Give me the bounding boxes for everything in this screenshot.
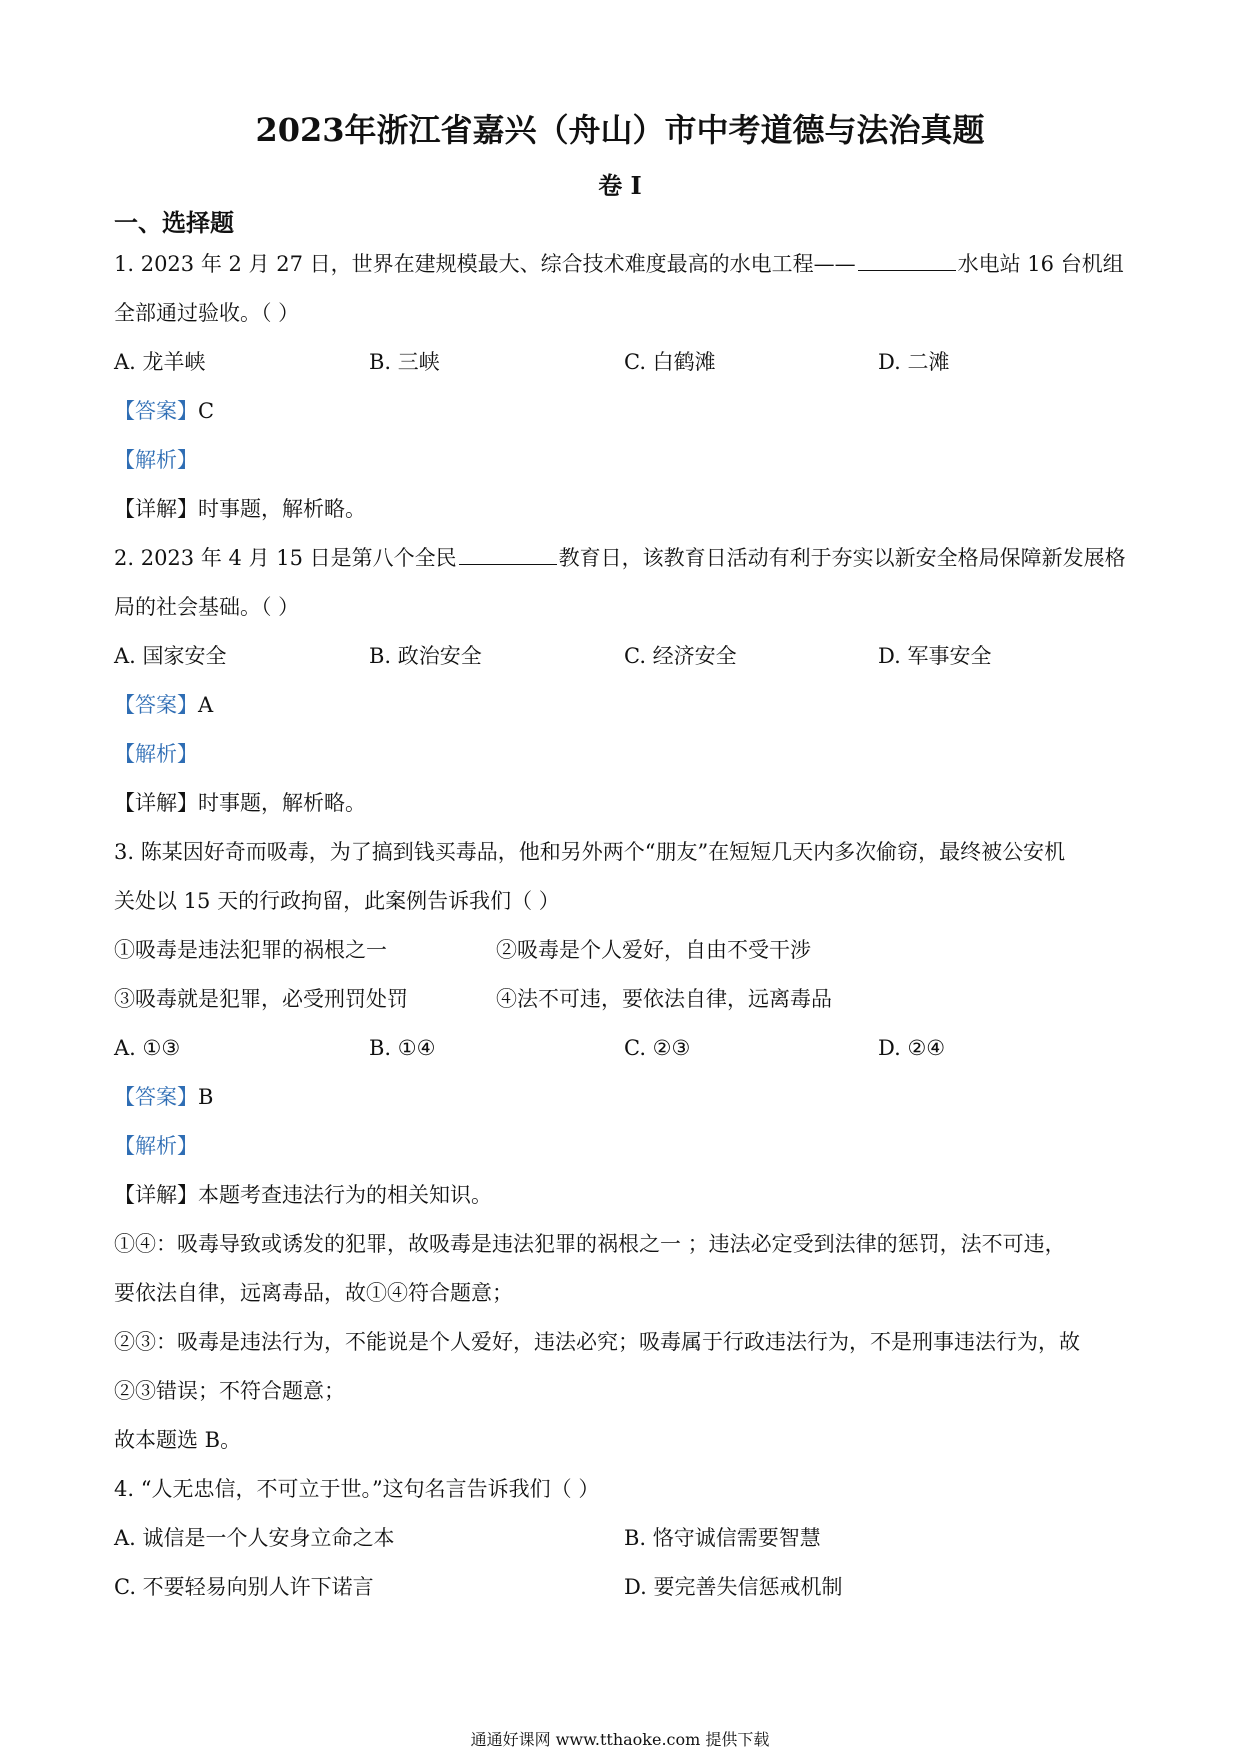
q1-analysis: 【解析】 [114,448,198,472]
q3-detail: 【详解】本题考查违法行为的相关知识。 [114,1183,492,1207]
q4-option-b: B. 恪守诚信需要智慧 [624,1526,821,1550]
q3-explanation-5: 故本题选 B。 [114,1428,242,1452]
q2-option-a: A. 国家安全 [114,644,227,668]
page-title: 2023年浙江省嘉兴（舟山）市中考道德与法治真题 [255,111,985,149]
q3-explanation-2: 要依法自律，远离毒品，故①④符合题意； [114,1281,513,1305]
q2-option-d: D. 军事安全 [878,644,992,668]
q2-answer: 【答案】A [114,693,214,717]
q1-answer: 【答案】C [114,399,215,423]
q1-blank [858,250,956,271]
q4-option-d: D. 要完善失信惩戒机制 [624,1575,843,1599]
section-heading: 一、选择题 [114,208,234,237]
q2-option-c: C. 经济安全 [624,644,737,668]
q4-stem: 4. “人无忠信，不可立于世。”这句名言告诉我们（ ） [114,1477,600,1501]
q2-stem-line2: 局的社会基础。（ ） [114,595,300,619]
q3-statement-3: ③吸毒就是犯罪，必受刑罚处罚 [114,987,408,1011]
q3-analysis: 【解析】 [114,1134,198,1158]
paper-section-title: 卷 I [598,171,642,200]
q3-option-d: D. ②④ [878,1036,946,1060]
q2-detail: 【详解】时事题，解析略。 [114,791,366,815]
q1-stem-line2: 全部通过验收。（ ） [114,301,300,325]
q3-option-c: C. ②③ [624,1036,691,1060]
q1-option-b: B. 三峡 [369,350,440,374]
q3-option-a: A. ①③ [114,1036,181,1060]
q3-explanation-3: ②③：吸毒是违法行为，不能说是个人爱好，违法必究；吸毒属于行政违法行为，不是刑事违法行为，故 [114,1330,1080,1354]
q3-option-b: B. ①④ [369,1036,436,1060]
q3-explanation-1: ①④：吸毒导致或诱发的犯罪，故吸毒是违法犯罪的祸根之一 ；违法必定受到法律的惩罚，法不可违， [114,1232,1066,1256]
q1-option-a: A. 龙羊峡 [114,350,206,374]
q1-option-d: D. 二滩 [878,350,950,374]
q2-analysis: 【解析】 [114,742,198,766]
q2-blank [459,544,557,565]
q3-statement-4: ④法不可违，要依法自律，远离毒品 [496,987,832,1011]
q2-stem-line1: 2. 2023 年 4 月 15 日是第八个全民 教育日，该教育日活动有利于夯实以新安全格局保障新发展格 [114,546,1126,570]
q1-option-c: C. 白鹤滩 [624,350,716,374]
q1-detail: 【详解】时事题，解析略。 [114,497,366,521]
q1-stem-line1: 1. 2023 年 2 月 27 日，世界在建规模最大、综合技术难度最高的水电工程—— 水电站 16 台机组 [114,252,1124,276]
q3-stem-line1: 3. 陈某因好奇而吸毒，为了搞到钱买毒品，他和另外两个“朋友”在短短几天内多次偷窃，最终被公安机 [114,840,1066,864]
q4-option-a: A. 诚信是一个人安身立命之本 [114,1526,395,1550]
page-footer: 通通好课网 www.tthaoke.com 提供下载 [470,1730,770,1749]
q3-answer: 【答案】B [114,1085,214,1109]
q4-option-c: C. 不要轻易向别人许下诺言 [114,1575,374,1599]
q3-statement-2: ②吸毒是个人爱好，自由不受干涉 [496,938,811,962]
q3-stem-line2: 关处以 15 天的行政拘留，此案例告诉我们（ ） [114,889,560,913]
q3-statement-1: ①吸毒是违法犯罪的祸根之一 [114,938,387,962]
q2-option-b: B. 政治安全 [369,644,482,668]
q3-explanation-4: ②③错误；不符合题意； [114,1379,345,1403]
